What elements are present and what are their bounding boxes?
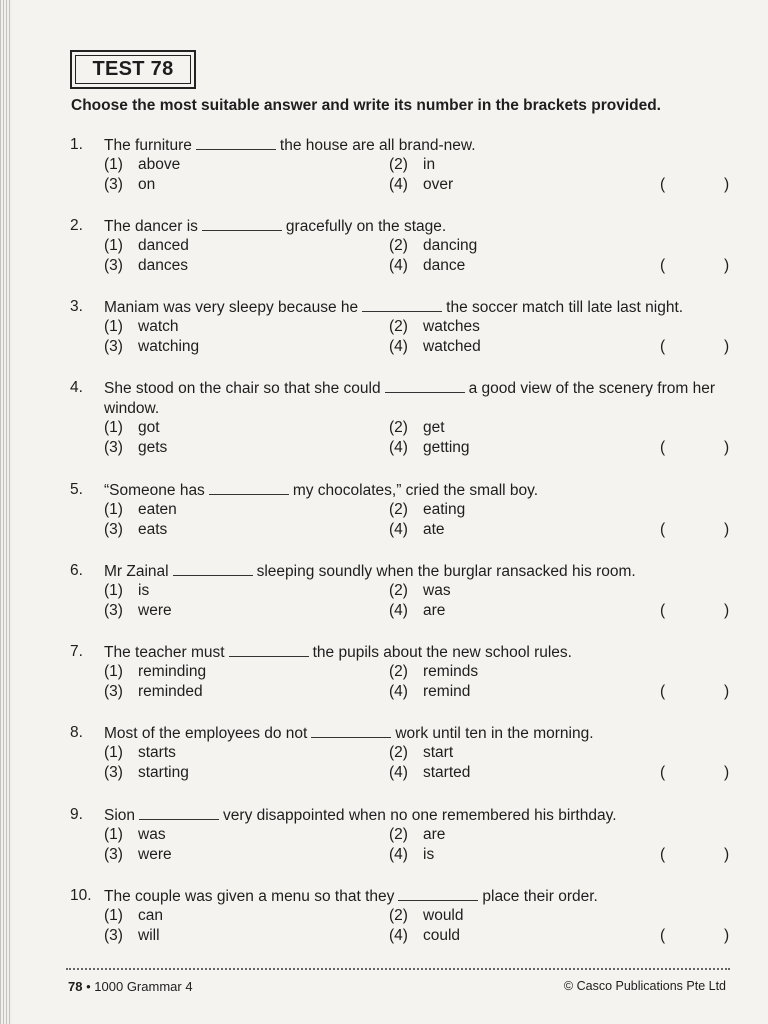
page-number: 78 xyxy=(68,979,83,994)
option-2 xyxy=(389,581,451,601)
option-text: reminds xyxy=(423,663,479,680)
option-3 xyxy=(104,763,189,783)
option-text: above xyxy=(138,156,181,173)
bracket-close: ) xyxy=(724,602,730,619)
question-text xyxy=(104,216,734,237)
option-3 xyxy=(104,256,188,276)
question-5 xyxy=(70,480,740,550)
answer-blank xyxy=(398,886,478,901)
bracket-open: ( xyxy=(660,683,666,700)
option-text: was xyxy=(423,582,451,599)
option-text: danced xyxy=(138,237,189,254)
question-2 xyxy=(70,216,740,286)
test-title-box xyxy=(70,50,196,89)
bracket-close: ) xyxy=(724,257,730,274)
option-1 xyxy=(104,236,189,256)
option-4 xyxy=(389,256,465,276)
option-number: (1) xyxy=(104,318,123,335)
bracket-close: ) xyxy=(724,439,730,456)
question-text-before: Most of the employees do not xyxy=(104,725,308,742)
bracket-open: ( xyxy=(660,764,666,781)
option-number: (3) xyxy=(104,927,123,944)
option-number: (3) xyxy=(104,764,123,781)
option-2 xyxy=(389,236,477,256)
option-text: starting xyxy=(138,764,189,781)
option-number: (2) xyxy=(389,744,408,761)
question-8 xyxy=(70,723,740,793)
option-number: (3) xyxy=(104,683,123,700)
question-text xyxy=(104,480,734,501)
option-text: would xyxy=(423,907,464,924)
option-number: (4) xyxy=(389,683,408,700)
question-number: 9. xyxy=(70,806,83,823)
answer-blank xyxy=(139,805,219,820)
bracket-open: ( xyxy=(660,176,666,193)
option-text: started xyxy=(423,764,471,781)
question-text xyxy=(104,378,734,419)
option-text: got xyxy=(138,419,160,436)
question-number: 6. xyxy=(70,562,83,579)
option-number: (1) xyxy=(104,826,123,843)
answer-blank xyxy=(202,216,282,231)
option-1 xyxy=(104,581,149,601)
bracket-close: ) xyxy=(724,521,730,538)
bracket-open: ( xyxy=(660,927,666,944)
question-text xyxy=(104,561,734,582)
option-4 xyxy=(389,520,445,540)
question-text xyxy=(104,135,734,156)
question-number: 1. xyxy=(70,136,83,153)
bracket-open: ( xyxy=(660,521,666,538)
question-text-after: a good view of the scenery from her window. xyxy=(104,380,716,417)
option-text: eaten xyxy=(138,501,177,518)
option-2 xyxy=(389,906,464,926)
option-text: will xyxy=(138,927,160,944)
question-text-after: the pupils about the new school rules. xyxy=(312,644,572,661)
question-7 xyxy=(70,642,740,712)
question-text-after: work until ten in the morning. xyxy=(395,725,594,742)
option-text: dances xyxy=(138,257,188,274)
test-title: TEST 78 xyxy=(75,55,191,84)
option-number: (1) xyxy=(104,156,123,173)
option-text: ate xyxy=(423,521,445,538)
option-1 xyxy=(104,906,163,926)
option-number: (4) xyxy=(389,176,408,193)
option-3 xyxy=(104,926,160,946)
question-number: 2. xyxy=(70,217,83,234)
option-text: eats xyxy=(138,521,168,538)
question-text-after: the soccer match till late last night. xyxy=(446,299,684,316)
question-text-before: Mr Zainal xyxy=(104,563,169,580)
option-text: dance xyxy=(423,257,466,274)
option-number: (4) xyxy=(389,521,408,538)
question-number: 3. xyxy=(70,298,83,315)
option-text: watching xyxy=(138,338,200,355)
answer-blank xyxy=(196,135,276,150)
option-number: (4) xyxy=(389,439,408,456)
question-text xyxy=(104,723,734,744)
option-4 xyxy=(389,438,470,458)
option-number: (4) xyxy=(389,846,408,863)
copyright-text: © Casco Publications Pte Ltd xyxy=(563,979,726,993)
option-number: (2) xyxy=(389,501,408,518)
answer-blank xyxy=(173,561,253,576)
option-1 xyxy=(104,418,160,438)
option-3 xyxy=(104,601,172,621)
question-text-before: Maniam was very sleepy because he xyxy=(104,299,359,316)
option-number: (3) xyxy=(104,176,123,193)
option-number: (4) xyxy=(389,338,408,355)
option-text: were xyxy=(138,602,172,619)
option-text: is xyxy=(423,846,435,863)
option-text: can xyxy=(138,907,163,924)
option-number: (2) xyxy=(389,318,408,335)
question-4 xyxy=(70,378,740,456)
option-3 xyxy=(104,520,167,540)
option-2 xyxy=(389,662,478,682)
bracket-open: ( xyxy=(660,439,666,456)
question-text-after: place their order. xyxy=(482,888,598,905)
option-number: (4) xyxy=(389,602,408,619)
option-number: (3) xyxy=(104,257,123,274)
option-4 xyxy=(389,175,453,195)
footer-page-info xyxy=(68,979,193,994)
question-text-before: Sion xyxy=(104,807,136,824)
option-number: (1) xyxy=(104,237,123,254)
option-number: (1) xyxy=(104,907,123,924)
option-text: over xyxy=(423,176,454,193)
instruction-text: Choose the most suitable answer and write its number in the brackets provided. xyxy=(71,97,661,114)
option-4 xyxy=(389,682,470,702)
question-number: 5. xyxy=(70,481,83,498)
option-text: gets xyxy=(138,439,168,456)
answer-blank xyxy=(209,480,289,495)
bracket-open: ( xyxy=(660,602,666,619)
option-text: dancing xyxy=(423,237,478,254)
question-1 xyxy=(70,135,740,205)
bracket-close: ) xyxy=(724,927,730,944)
option-1 xyxy=(104,155,180,175)
bracket-open: ( xyxy=(660,257,666,274)
question-10 xyxy=(70,886,740,956)
bracket-open: ( xyxy=(660,846,666,863)
option-3 xyxy=(104,845,172,865)
option-number: (3) xyxy=(104,439,123,456)
bracket-open: ( xyxy=(660,338,666,355)
question-number: 4. xyxy=(70,379,83,396)
book-title: 1000 Grammar 4 xyxy=(94,979,193,994)
option-text: watched xyxy=(423,338,481,355)
option-text: starts xyxy=(138,744,176,761)
bracket-close: ) xyxy=(724,764,730,781)
option-text: is xyxy=(138,582,150,599)
option-1 xyxy=(104,317,179,337)
option-number: (1) xyxy=(104,419,123,436)
option-text: in xyxy=(423,156,436,173)
option-text: are xyxy=(423,826,446,843)
answer-blank xyxy=(385,378,465,393)
question-text xyxy=(104,886,734,907)
question-text xyxy=(104,297,734,318)
bracket-close: ) xyxy=(724,176,730,193)
page-edge-shadow xyxy=(0,0,12,1024)
option-4 xyxy=(389,926,460,946)
option-text: reminded xyxy=(138,683,203,700)
option-4 xyxy=(389,763,470,783)
answer-blank xyxy=(229,642,309,657)
option-text: getting xyxy=(423,439,470,456)
question-text-after: the house are all brand-new. xyxy=(279,137,476,154)
option-number: (1) xyxy=(104,582,123,599)
bracket-close: ) xyxy=(724,683,730,700)
option-3 xyxy=(104,337,199,357)
question-number: 7. xyxy=(70,643,83,660)
option-3 xyxy=(104,682,203,702)
option-1 xyxy=(104,500,177,520)
option-1 xyxy=(104,743,176,763)
footer-separator: • xyxy=(86,979,91,994)
option-number: (3) xyxy=(104,846,123,863)
option-2 xyxy=(389,155,435,175)
option-3 xyxy=(104,175,155,195)
bracket-close: ) xyxy=(724,846,730,863)
question-text-after: sleeping soundly when the burglar ransacked his room. xyxy=(256,563,636,580)
question-text-before: She stood on the chair so that she could xyxy=(104,380,381,397)
option-number: (2) xyxy=(389,663,408,680)
question-text-before: The dancer is xyxy=(104,218,198,235)
option-number: (2) xyxy=(389,156,408,173)
option-2 xyxy=(389,418,445,438)
question-text-after: gracefully on the stage. xyxy=(285,218,447,235)
bracket-close: ) xyxy=(724,338,730,355)
option-text: on xyxy=(138,176,156,193)
question-text-before: “Someone has xyxy=(104,482,205,499)
option-text: are xyxy=(423,602,446,619)
option-4 xyxy=(389,337,481,357)
question-text-before: The teacher must xyxy=(104,644,225,661)
option-number: (2) xyxy=(389,237,408,254)
question-number: 8. xyxy=(70,724,83,741)
question-text-before: The furniture xyxy=(104,137,192,154)
option-2 xyxy=(389,317,480,337)
option-number: (4) xyxy=(389,927,408,944)
option-text: were xyxy=(138,846,172,863)
question-number: 10. xyxy=(70,887,92,904)
option-text: was xyxy=(138,826,166,843)
option-2 xyxy=(389,743,453,763)
option-1 xyxy=(104,662,206,682)
question-3 xyxy=(70,297,740,367)
option-number: (1) xyxy=(104,663,123,680)
question-text-after: my chocolates,” cried the small boy. xyxy=(292,482,539,499)
option-number: (2) xyxy=(389,907,408,924)
option-text: eating xyxy=(423,501,466,518)
question-text-before: The couple was given a menu so that they xyxy=(104,888,395,905)
answer-blank xyxy=(311,723,391,738)
option-number: (3) xyxy=(104,338,123,355)
option-text: watch xyxy=(138,318,179,335)
option-text: start xyxy=(423,744,454,761)
option-number: (1) xyxy=(104,501,123,518)
option-2 xyxy=(389,825,445,845)
option-text: reminding xyxy=(138,663,207,680)
option-4 xyxy=(389,601,445,621)
option-number: (1) xyxy=(104,744,123,761)
option-text: get xyxy=(423,419,445,436)
option-text: could xyxy=(423,927,461,944)
option-number: (4) xyxy=(389,764,408,781)
option-number: (3) xyxy=(104,602,123,619)
question-9 xyxy=(70,805,740,875)
option-text: watches xyxy=(423,318,480,335)
option-4 xyxy=(389,845,434,865)
question-text xyxy=(104,642,734,663)
option-number: (3) xyxy=(104,521,123,538)
question-text xyxy=(104,805,734,826)
question-6 xyxy=(70,561,740,631)
option-text: remind xyxy=(423,683,471,700)
option-2 xyxy=(389,500,465,520)
option-number: (2) xyxy=(389,419,408,436)
footer-divider xyxy=(66,968,730,970)
question-text-after: very disappointed when no one remembered his birthday. xyxy=(223,807,617,824)
option-1 xyxy=(104,825,166,845)
answer-blank xyxy=(362,297,442,312)
option-number: (2) xyxy=(389,582,408,599)
option-number: (2) xyxy=(389,826,408,843)
option-3 xyxy=(104,438,167,458)
option-number: (4) xyxy=(389,257,408,274)
